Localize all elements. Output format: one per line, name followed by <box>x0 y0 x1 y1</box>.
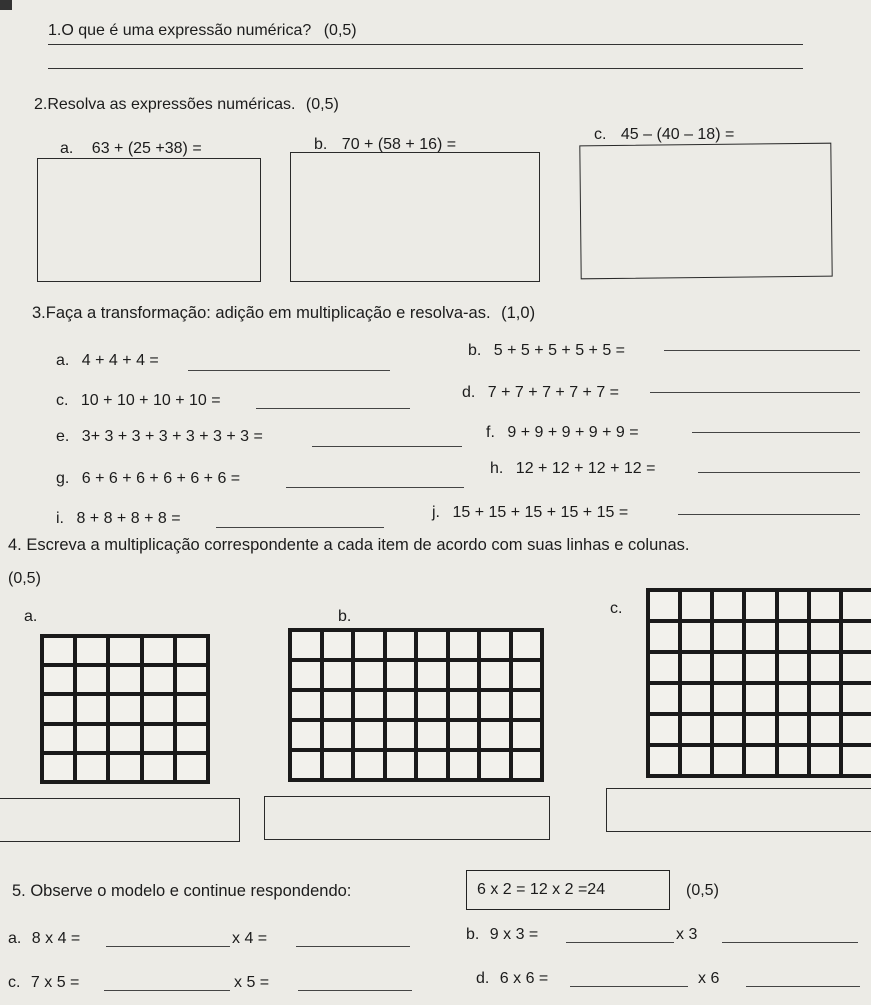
q3-item-i-blank[interactable] <box>216 527 384 528</box>
q5-item-b <box>466 926 538 944</box>
q2-item-c-expr: 45 – (40 – 18) = <box>620 126 735 143</box>
q3-item-b-label: b. <box>468 342 482 359</box>
q1-answer-line-2 <box>48 68 803 69</box>
q5-item-b-blank-1[interactable] <box>566 942 674 943</box>
q3-item-c <box>56 392 221 410</box>
q5-item-c <box>8 974 79 992</box>
q3-item-a-label: a. <box>56 352 70 369</box>
q3-item-d <box>462 384 619 402</box>
q3-item-g <box>56 470 240 488</box>
q2-points: (0,5) <box>305 96 339 113</box>
q3-item-h-label: h. <box>490 460 504 477</box>
q4-answer-box-c[interactable] <box>606 788 871 832</box>
q1-points: (0,5) <box>323 22 357 39</box>
q3-item-e-expr: 3+ 3 + 3 + 3 + 3 + 3 + 3 = <box>81 428 263 445</box>
q4-answer-box-a[interactable] <box>0 798 240 842</box>
q2-item-b-label: b. <box>314 136 328 153</box>
q5-item-a-expr: 8 x 4 = <box>31 930 81 947</box>
q3-item-b <box>468 342 625 360</box>
q5-item-d <box>476 970 548 988</box>
q3-item-j <box>432 504 628 522</box>
q2-item-a <box>60 140 202 158</box>
q3-title <box>32 304 535 323</box>
q2-item-a-label: a. <box>60 140 74 157</box>
q3-item-e-label: e. <box>56 428 70 445</box>
q1-title <box>48 22 357 40</box>
q2-item-a-expr: 63 + (25 +38) = <box>91 140 202 157</box>
q4-answer-box-b[interactable] <box>264 796 550 840</box>
q5-item-d-expr: 6 x 6 = <box>499 970 549 987</box>
q3-item-h-blank[interactable] <box>698 472 860 473</box>
q5-item-c-blank-1[interactable] <box>104 990 230 991</box>
q5-item-d-blank-1[interactable] <box>570 986 688 987</box>
q5-item-c-op: x 5 = <box>234 974 270 991</box>
q4-title: 4. Escreva a multiplicação correspondente a cada item de acordo com suas linhas e colunas. <box>8 536 690 554</box>
q5-item-a-label: a. <box>8 930 22 947</box>
q3-item-f <box>486 424 639 442</box>
q3-item-j-expr: 15 + 15 + 15 + 15 + 15 = <box>452 504 629 521</box>
q3-item-b-blank[interactable] <box>664 350 860 351</box>
q2-item-c-label: c. <box>594 126 607 143</box>
q4-grid-a <box>40 634 210 784</box>
q5-points: (0,5) <box>686 882 719 899</box>
q5-model-text: 6 x 2 = 12 x 2 =24 <box>477 881 606 898</box>
q5-item-d-label: d. <box>476 970 490 987</box>
q5-item-b-expr: 9 x 3 = <box>489 926 539 943</box>
q4-grid-c <box>646 588 871 778</box>
q4-label-c: c. <box>610 600 623 617</box>
q3-item-g-blank[interactable] <box>286 487 464 488</box>
q3-item-c-expr: 10 + 10 + 10 + 10 = <box>80 392 221 409</box>
q5-model-box <box>466 870 670 910</box>
q3-item-g-expr: 6 + 6 + 6 + 6 + 6 + 6 = <box>81 470 241 487</box>
q5-item-a-blank-2[interactable] <box>296 946 410 947</box>
q4-label-a: a. <box>24 608 38 625</box>
q2-title <box>34 96 339 114</box>
q3-item-d-expr: 7 + 7 + 7 + 7 + 7 = <box>487 384 620 401</box>
q3-item-a-expr: 4 + 4 + 4 = <box>81 352 159 369</box>
q2-answer-box-a[interactable] <box>37 158 261 282</box>
q3-item-g-label: g. <box>56 470 70 487</box>
q3-item-e <box>56 428 263 446</box>
q5-item-a-blank-1[interactable] <box>106 946 230 947</box>
q3-item-c-blank[interactable] <box>256 408 410 409</box>
q2-answer-box-b[interactable] <box>290 152 540 282</box>
q5-item-c-label: c. <box>8 974 21 991</box>
q2-text: 2.Resolva as expressões numéricas. <box>34 96 296 113</box>
q3-item-i-expr: 8 + 8 + 8 + 8 = <box>76 510 181 527</box>
q5-title: 5. Observe o modelo e continue respondendo: <box>12 882 352 900</box>
q4-points: (0,5) <box>8 570 41 587</box>
q5-item-d-blank-2[interactable] <box>746 986 860 987</box>
page-corner-mark <box>0 0 12 10</box>
q5-item-b-blank-2[interactable] <box>722 942 858 943</box>
q5-item-a-op: x 4 = <box>232 930 268 947</box>
q3-item-j-blank[interactable] <box>678 514 860 515</box>
q4-label-b: b. <box>338 608 352 625</box>
q3-item-f-blank[interactable] <box>692 432 860 433</box>
q3-item-f-expr: 9 + 9 + 9 + 9 + 9 = <box>507 424 639 441</box>
q4-grid-b <box>288 628 544 782</box>
q2-item-b-expr: 70 + (58 + 16) = <box>341 136 457 153</box>
q5-item-b-label: b. <box>466 926 480 943</box>
q3-item-i-label: i. <box>56 510 64 527</box>
q3-item-a <box>56 352 159 370</box>
q3-item-b-expr: 5 + 5 + 5 + 5 + 5 = <box>493 342 626 359</box>
q3-item-c-label: c. <box>56 392 69 409</box>
q2-item-c <box>594 126 734 144</box>
q1-text: 1.O que é uma expressão numérica? <box>48 22 312 39</box>
q1-answer-line-1 <box>48 44 803 45</box>
q3-text: 3.Faça a transformação: adição em multiplicação e resolva-as. <box>32 304 491 322</box>
q3-item-h <box>490 460 655 478</box>
q5-item-c-blank-2[interactable] <box>298 990 412 991</box>
q5-item-a <box>8 930 80 948</box>
q5-item-c-expr: 7 x 5 = <box>30 974 80 991</box>
q2-answer-box-c[interactable] <box>579 143 832 280</box>
q5-item-d-op: x 6 <box>698 970 720 987</box>
q3-item-f-label: f. <box>486 424 495 441</box>
q3-item-i <box>56 510 181 528</box>
q3-item-e-blank[interactable] <box>312 446 462 447</box>
q3-item-d-blank[interactable] <box>650 392 860 393</box>
q3-item-h-expr: 12 + 12 + 12 + 12 = <box>515 460 656 477</box>
q3-item-d-label: d. <box>462 384 476 401</box>
q3-points: (1,0) <box>501 304 536 322</box>
q5-item-b-op: x 3 <box>676 926 698 943</box>
q3-item-j-label: j. <box>432 504 440 521</box>
q3-item-a-blank[interactable] <box>188 370 390 371</box>
